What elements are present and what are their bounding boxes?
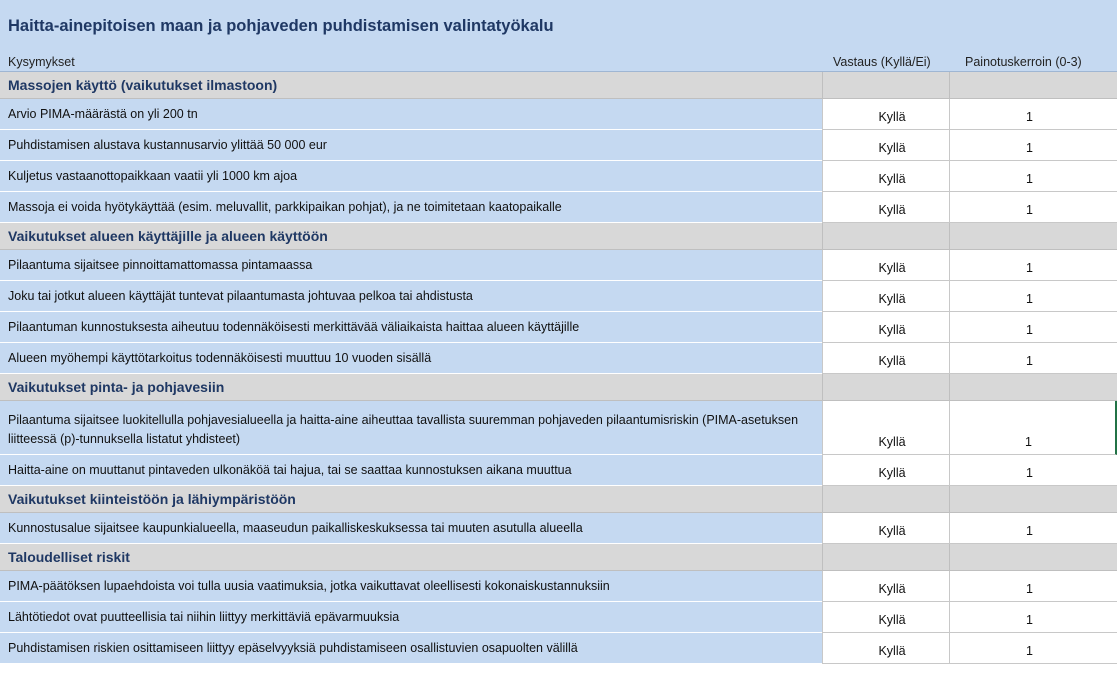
weight-value: 1 bbox=[1026, 110, 1033, 124]
grid-line bbox=[949, 72, 950, 98]
question-text: Massoja ei voida hyötykäyttää (esim. meluvallit, parkkipaikan pohjat), ja ne toimitetaan kaatopaikalle bbox=[8, 200, 562, 214]
table-row bbox=[0, 602, 1117, 633]
weight-value: 1 bbox=[1025, 435, 1032, 449]
table-row bbox=[0, 130, 1117, 161]
answer-cell[interactable] bbox=[822, 130, 949, 161]
weight-cell[interactable] bbox=[949, 633, 1117, 664]
answer-value: Kyllä bbox=[878, 613, 906, 627]
weight-cell[interactable] bbox=[949, 99, 1117, 130]
grid-line bbox=[949, 223, 950, 249]
question-cell[interactable] bbox=[0, 192, 822, 223]
weight-value: 1 bbox=[1026, 613, 1033, 627]
grid-line bbox=[822, 72, 823, 98]
table-row bbox=[0, 99, 1117, 130]
weight-cell[interactable] bbox=[949, 192, 1117, 223]
section-header-row bbox=[0, 544, 1117, 571]
section-header-row bbox=[0, 223, 1117, 250]
weight-value: 1 bbox=[1026, 323, 1033, 337]
question-text: Alueen myöhempi käyttötarkoitus todennäköisesti muuttuu 10 vuoden sisällä bbox=[8, 351, 432, 365]
question-cell[interactable] bbox=[0, 401, 822, 455]
section-title[interactable]: Vaikutukset pinta- ja pohjavesiin bbox=[8, 379, 225, 395]
weight-cell[interactable] bbox=[949, 401, 1117, 455]
table-row bbox=[0, 401, 1117, 455]
section-title[interactable]: Taloudelliset riskit bbox=[8, 549, 130, 565]
question-cell[interactable] bbox=[0, 513, 822, 544]
answer-cell[interactable] bbox=[822, 343, 949, 374]
table-row bbox=[0, 250, 1117, 281]
section-header-row bbox=[0, 486, 1117, 513]
weight-value: 1 bbox=[1026, 141, 1033, 155]
answer-value: Kyllä bbox=[878, 141, 906, 155]
grid-line bbox=[822, 223, 823, 249]
section-title[interactable]: Vaikutukset alueen käyttäjille ja alueen käyttöön bbox=[8, 228, 328, 244]
question-cell[interactable] bbox=[0, 99, 822, 130]
weight-value: 1 bbox=[1026, 466, 1033, 480]
answer-value: Kyllä bbox=[878, 582, 906, 596]
question-cell[interactable] bbox=[0, 602, 822, 633]
sheet-title[interactable]: Haitta-ainepitoisen maan ja pohjaveden puhdistamisen valintatyökalu bbox=[0, 0, 1117, 46]
answer-value: Kyllä bbox=[878, 524, 906, 538]
question-text: PIMA-päätöksen lupaehdoista voi tulla uusia vaatimuksia, jotka vaikuttavat oleellisesti kokonaiskustannuksiin bbox=[8, 579, 610, 593]
question-text: Pilaantuma sijaitsee luokitellulla pohjavesialueella ja haitta-aine aiheuttaa tavallista suuremman pohjaveden pilaantumisriskin (PIMA-asetuksen liitteessä (p)-tunnuksella listatut yhdisteet) bbox=[8, 413, 799, 446]
question-text: Pilaantuma sijaitsee pinnoittamattomassa pintamaassa bbox=[8, 258, 313, 272]
question-text: Pilaantuman kunnostuksesta aiheutuu todennäköisesti merkittävää väliaikaista haittaa alueen käyttäjille bbox=[8, 320, 580, 334]
grid-line bbox=[949, 486, 950, 512]
question-cell[interactable] bbox=[0, 633, 822, 664]
question-text: Lähtötiedot ovat puutteellisia tai niihin liittyy merkittäviä epävarmuuksia bbox=[8, 610, 400, 624]
header-questions[interactable]: Kysymykset bbox=[8, 55, 75, 69]
table-row bbox=[0, 312, 1117, 343]
question-cell[interactable] bbox=[0, 161, 822, 192]
grid-line bbox=[949, 544, 950, 570]
question-text: Puhdistamisen alustava kustannusarvio ylittää 50 000 eur bbox=[8, 138, 327, 152]
weight-cell[interactable] bbox=[949, 343, 1117, 374]
grid-line bbox=[822, 486, 823, 512]
weight-cell[interactable] bbox=[949, 130, 1117, 161]
answer-cell[interactable] bbox=[822, 455, 949, 486]
answer-value: Kyllä bbox=[878, 466, 906, 480]
table-row bbox=[0, 633, 1117, 664]
weight-value: 1 bbox=[1026, 524, 1033, 538]
weight-value: 1 bbox=[1026, 582, 1033, 596]
question-text: Puhdistamisen riskien osittamiseen liittyy epäselvyyksiä puhdistamiseen osallistuvien osapuolten välillä bbox=[8, 641, 578, 655]
answer-value: Kyllä bbox=[878, 261, 906, 275]
grid-line bbox=[822, 374, 823, 400]
weight-cell[interactable] bbox=[949, 312, 1117, 343]
question-cell[interactable] bbox=[0, 343, 822, 374]
answer-cell[interactable] bbox=[822, 281, 949, 312]
question-cell[interactable] bbox=[0, 312, 822, 343]
question-text: Arvio PIMA-määrästä on yli 200 tn bbox=[8, 107, 198, 121]
weight-cell[interactable] bbox=[949, 455, 1117, 486]
question-text: Kunnostusalue sijaitsee kaupunkialueella, maaseudun paikalliskeskuksessa tai muuten asutulla alueella bbox=[8, 521, 583, 535]
weight-value: 1 bbox=[1026, 261, 1033, 275]
answer-cell[interactable] bbox=[822, 513, 949, 544]
question-cell[interactable] bbox=[0, 455, 822, 486]
grid-line bbox=[949, 374, 950, 400]
table-row bbox=[0, 281, 1117, 312]
answer-cell[interactable] bbox=[822, 633, 949, 664]
weight-cell[interactable] bbox=[949, 571, 1117, 602]
answer-cell[interactable] bbox=[822, 250, 949, 281]
question-text: Haitta-aine on muuttanut pintaveden ulkonäköä tai hajua, tai se saattaa kunnostuksen aikana muuttua bbox=[8, 463, 572, 477]
table-row bbox=[0, 513, 1117, 544]
table-row bbox=[0, 161, 1117, 192]
weight-value: 1 bbox=[1026, 292, 1033, 306]
answer-cell[interactable] bbox=[822, 401, 949, 455]
question-text: Joku tai jotkut alueen käyttäjät tuntevat pilaantumasta johtuvaa pelkoa tai ahdistusta bbox=[8, 289, 473, 303]
answer-cell[interactable] bbox=[822, 192, 949, 223]
table-row bbox=[0, 343, 1117, 374]
answer-value: Kyllä bbox=[878, 323, 906, 337]
question-cell[interactable] bbox=[0, 571, 822, 602]
answer-cell[interactable] bbox=[822, 571, 949, 602]
weight-cell[interactable] bbox=[949, 602, 1117, 633]
weight-cell[interactable] bbox=[949, 161, 1117, 192]
weight-cell[interactable] bbox=[949, 281, 1117, 312]
answer-value: Kyllä bbox=[878, 203, 906, 217]
table-row bbox=[0, 455, 1117, 486]
header-answer[interactable]: Vastaus (Kyllä/Ei) bbox=[833, 55, 931, 69]
answer-cell[interactable] bbox=[822, 312, 949, 343]
weight-value: 1 bbox=[1026, 172, 1033, 186]
grid-line bbox=[822, 544, 823, 570]
section-header-row bbox=[0, 374, 1117, 401]
answer-cell[interactable] bbox=[822, 161, 949, 192]
answer-value: Kyllä bbox=[878, 644, 906, 658]
table-row bbox=[0, 571, 1117, 602]
weight-value: 1 bbox=[1026, 354, 1033, 368]
answer-value: Kyllä bbox=[878, 172, 906, 186]
answer-value: Kyllä bbox=[878, 110, 906, 124]
section-header-row bbox=[0, 72, 1117, 99]
answer-cell[interactable] bbox=[822, 602, 949, 633]
header-weight[interactable]: Painotuskerroin (0-3) bbox=[965, 55, 1082, 69]
question-text: Kuljetus vastaanottopaikkaan vaatii yli 1000 km ajoa bbox=[8, 169, 298, 183]
table-row bbox=[0, 192, 1117, 223]
column-header-row bbox=[0, 46, 1117, 72]
section-title[interactable]: Vaikutukset kiinteistöön ja lähiympäristöön bbox=[8, 491, 296, 507]
question-cell[interactable] bbox=[0, 281, 822, 312]
question-cell[interactable] bbox=[0, 250, 822, 281]
answer-value: Kyllä bbox=[878, 435, 906, 449]
weight-cell[interactable] bbox=[949, 250, 1117, 281]
answer-value: Kyllä bbox=[878, 292, 906, 306]
answer-value: Kyllä bbox=[878, 354, 906, 368]
weight-cell[interactable] bbox=[949, 513, 1117, 544]
weight-value: 1 bbox=[1026, 644, 1033, 658]
answer-cell[interactable] bbox=[822, 99, 949, 130]
section-title[interactable]: Massojen käyttö (vaikutukset ilmastoon) bbox=[8, 77, 278, 93]
question-cell[interactable] bbox=[0, 130, 822, 161]
weight-value: 1 bbox=[1026, 203, 1033, 217]
